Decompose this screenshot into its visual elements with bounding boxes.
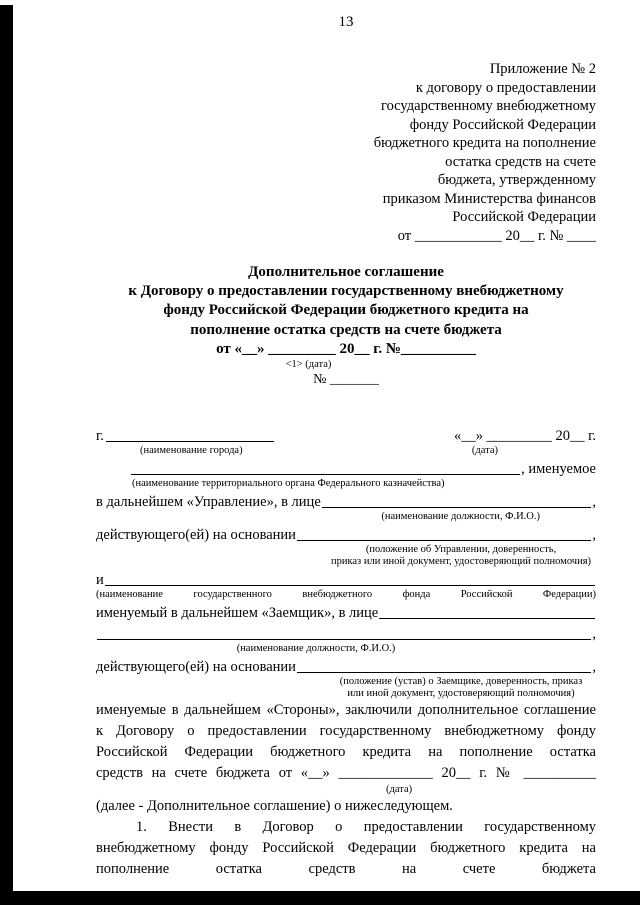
appendix-header	[96, 60, 596, 245]
title-date-footnote: <1> (дата)	[285, 359, 332, 371]
page-number: 13	[338, 14, 354, 30]
comma-text: ,	[592, 626, 596, 643]
scan-artifact-left	[0, 5, 13, 905]
storony-paragraph	[96, 700, 596, 784]
upravlenie-basis-blank-field	[297, 540, 591, 541]
paragraph-line: Российской Федерации бюджетного кредита на пополнение остатка	[96, 744, 596, 761]
zaemshik-person-blank-field	[379, 618, 595, 619]
city-date-captions	[96, 445, 596, 457]
paragraph-line: к Договору о предоставлении государственному внебюджетному фонду	[96, 723, 596, 740]
upravlenie-position-caption: (наименование должности, Ф.И.О.)	[381, 511, 540, 523]
upravlenie-person-blank-field	[322, 507, 592, 508]
zaemshik-row	[96, 601, 596, 622]
paragraph-date-line: средств на счете бюджета от «__» _____________ 20__ г. № __________	[96, 765, 596, 782]
appendix-line: Российской Федерации	[452, 209, 596, 225]
appendix-line: к договору о предоставлении	[415, 79, 596, 96]
storony-date-caption: (дата)	[386, 784, 413, 796]
title-line: Дополнительное соглашение	[248, 264, 444, 280]
title-line: пополнение остатка средств на счете бюджета	[190, 321, 502, 338]
city-blank-field	[106, 441, 274, 442]
zaemshik-position-caption: (наименование должности, Ф.И.О.)	[236, 643, 396, 655]
vnesti-paragraph	[96, 817, 596, 880]
appendix-line: бюджета, утвержденному	[437, 172, 596, 188]
paragraph-line: пополнение остатка средств на счете бюджета	[96, 861, 596, 878]
agreement-title	[96, 263, 596, 359]
treasury-org-row	[130, 457, 596, 478]
document-body	[96, 424, 596, 880]
upravlenie-text: в дальнейшем «Управление», в лице	[96, 494, 321, 511]
treasury-org-blank-field	[131, 474, 520, 475]
title-date-line: от «__» _________ 20__ г. №__________	[216, 340, 476, 357]
appendix-line: остатка средств на счете	[445, 153, 596, 170]
appendix-line: Приложение № 2	[489, 61, 596, 77]
fund-caption: (наименование государственного внебюджетного фонда Российской Федерации)	[96, 589, 596, 601]
zaemshik-basis-row	[96, 655, 596, 676]
zaemshik-person-continuation-row	[96, 622, 596, 643]
paragraph-line: именуемые в дальнейшем «Стороны», заключили дополнительное соглашение	[96, 702, 596, 719]
appendix-line: бюджетного кредита на пополнение	[373, 135, 596, 151]
scan-artifact-bottom	[0, 891, 640, 905]
title-line: к Договору о предоставлении государственному внебюджетному	[128, 283, 564, 300]
city-prefix: г.	[96, 428, 104, 445]
comma-text: ,	[592, 527, 596, 544]
upravlenie-basis-caption-1: (положение об Управлении, доверенность,	[365, 544, 557, 556]
upravlenie-basis-row	[96, 523, 596, 544]
title-line: фонду Российской Федерации бюджетного кредита на	[163, 302, 529, 319]
comma-text: ,	[592, 659, 596, 676]
city-caption: (наименование города)	[140, 445, 243, 457]
upravlenie-basis-caption-2: приказ или иной документ, удостоверяющий полномочия)	[330, 556, 592, 568]
treasury-org-caption: (наименование территориального органа Федерального казначейства)	[132, 478, 445, 490]
date-caption: (дата)	[471, 445, 498, 457]
zaemshik-basis-caption-2: или иной документ, удостоверяющий полномочия)	[347, 688, 575, 700]
city-date-row	[96, 424, 596, 445]
zaemshik-person-blank-field-2	[97, 639, 591, 640]
upravlenie-row	[96, 490, 596, 511]
acting-text: действующего(ей) на основании	[96, 527, 296, 544]
zaemshik-basis-caption-1: (положение (устав) о Заемщике, доверенность, приказ	[339, 676, 583, 688]
appendix-line: приказом Министерства финансов	[382, 190, 596, 207]
appendix-line: государственному внебюджетному	[380, 98, 596, 114]
fund-name-blank-field	[105, 585, 595, 586]
zaemshik-basis-blank-field	[297, 672, 591, 673]
upravlenie-basis-captions	[326, 544, 596, 568]
paragraph-line: 1. Внести в Договор о предоставлении государственному	[136, 819, 596, 836]
org-suffix-text: , именуемое	[521, 461, 596, 478]
fund-row	[96, 568, 596, 589]
paragraph-line: внебюджетному фонду Российской Федерации бюджетного кредита на	[96, 840, 596, 857]
agreement-number-blank: № _______	[313, 372, 379, 388]
comma-text: ,	[592, 494, 596, 511]
appendix-date-number-line: от ____________ 20__ г. № ____	[397, 227, 596, 244]
date-blank-field: «__» _________ 20__ г.	[453, 428, 596, 445]
zaemshik-basis-captions	[326, 676, 596, 700]
and-text: и	[96, 572, 104, 589]
appendix-line: фонду Российской Федерации	[409, 116, 596, 133]
dalee-line: (далее - Дополнительное соглашение) о нижеследующем.	[96, 798, 453, 815]
zaemshik-text: именуемый в дальнейшем «Заемщик», в лице	[96, 605, 379, 622]
page-content	[96, 0, 596, 880]
acting-text: действующего(ей) на основании	[96, 659, 296, 676]
